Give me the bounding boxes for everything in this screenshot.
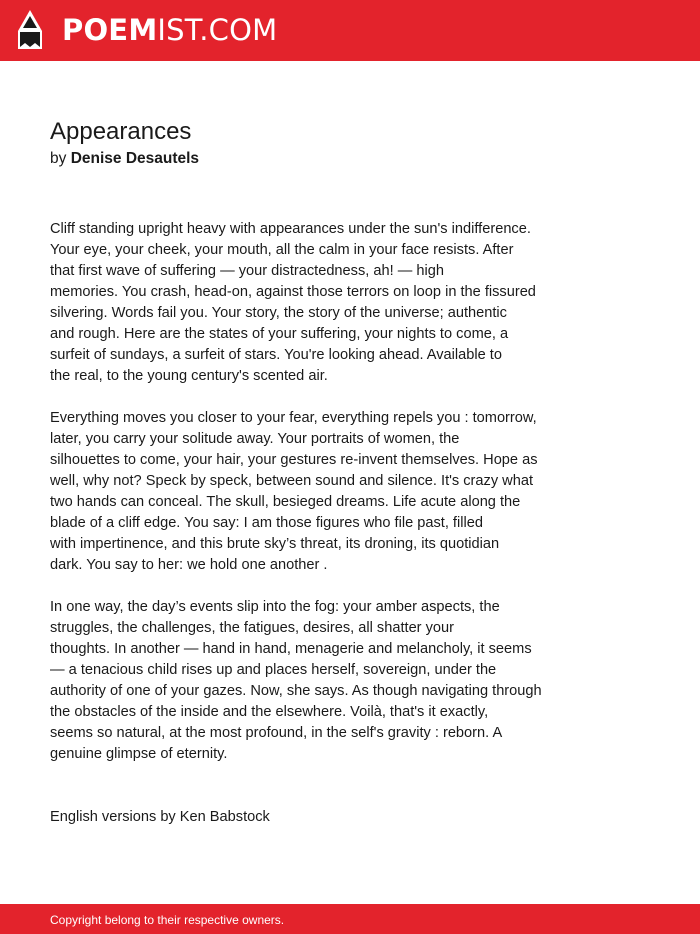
- poem-line: well, why not? Speck by speck, between sound and silence. It's crazy what: [50, 473, 534, 489]
- poem-line: genuine glimpse of eternity.: [50, 746, 228, 762]
- poem-line: two hands can conceal. The skull, besieged dreams. Life acute along the: [50, 494, 521, 510]
- poem-stanza: [50, 408, 650, 576]
- pencil-icon: [17, 10, 43, 50]
- poem-line: thoughts. In another — hand in hand, menagerie and melancholy, it seems: [50, 641, 532, 657]
- copyright-text: Copyright belong to their respective owners.: [50, 913, 285, 927]
- poem-body: [50, 219, 650, 786]
- poem-author: Denise Desautels: [70, 150, 200, 167]
- poem-title: Appearances: [50, 118, 192, 145]
- poem-line: and rough. Here are the states of your suffering, your nights to come, a: [50, 326, 509, 342]
- poem-line: Your eye, your cheek, your mouth, all the calm in your face resists. After: [50, 242, 514, 258]
- poem-line: with impertinence, and this brute sky’s threat, its droning, its quotidian: [50, 536, 500, 552]
- poem-line: silhouettes to come, your hair, your gestures re-invent themselves. Hope as: [50, 452, 538, 468]
- poem-line: — a tenacious child rises up and places herself, sovereign, under the: [50, 662, 497, 678]
- logo-bold-text: POEM: [62, 13, 158, 47]
- poem-line: the obstacles of the inside and the elsewhere. Voilà, that's it exactly,: [50, 704, 489, 720]
- poem-byline: [50, 149, 199, 169]
- by-label: by: [50, 150, 67, 167]
- poem-line: Everything moves you closer to your fear, everything repels you : tomorrow,: [50, 410, 537, 426]
- site-footer: [0, 904, 700, 934]
- poem-line: memories. You crash, head-on, against those terrors on loop in the fissured: [50, 284, 536, 300]
- logo-light-text: IST.COM: [157, 13, 278, 47]
- poem-stanza: [50, 219, 650, 387]
- poem-line: blade of a cliff edge. You say: I am those figures who file past, filled: [50, 515, 483, 531]
- poem-line: struggles, the challenges, the fatigues, desires, all shatter your: [50, 620, 454, 636]
- site-header: [0, 0, 700, 61]
- poem-line: authority of one of your gazes. Now, she says. As though navigating through: [50, 683, 542, 699]
- poem-line: the real, to the young century's scented air.: [50, 368, 328, 384]
- poem-stanza: [50, 597, 650, 765]
- poem-line: seems so natural, at the most profound, in the self's gravity : reborn. A: [50, 725, 503, 741]
- poem-line: that first wave of suffering — your distractedness, ah! — high: [50, 263, 444, 279]
- translation-credit: English versions by Ken Babstock: [50, 809, 270, 825]
- poem-line: surfeit of sundays, a surfeit of stars. You're looking ahead. Available to: [50, 347, 502, 363]
- poem-line: Cliff standing upright heavy with appearances under the sun's indifference.: [50, 221, 531, 237]
- poem-line: silvering. Words fail you. Your story, the story of the universe; authentic: [50, 305, 507, 321]
- poem-line: In one way, the day’s events slip into the fog: your amber aspects, the: [50, 599, 500, 615]
- site-logo[interactable]: [62, 12, 277, 48]
- poem-line: later, you carry your solitude away. Your portraits of women, the: [50, 431, 460, 447]
- poem-line: dark. You say to her: we hold one another .: [50, 557, 328, 573]
